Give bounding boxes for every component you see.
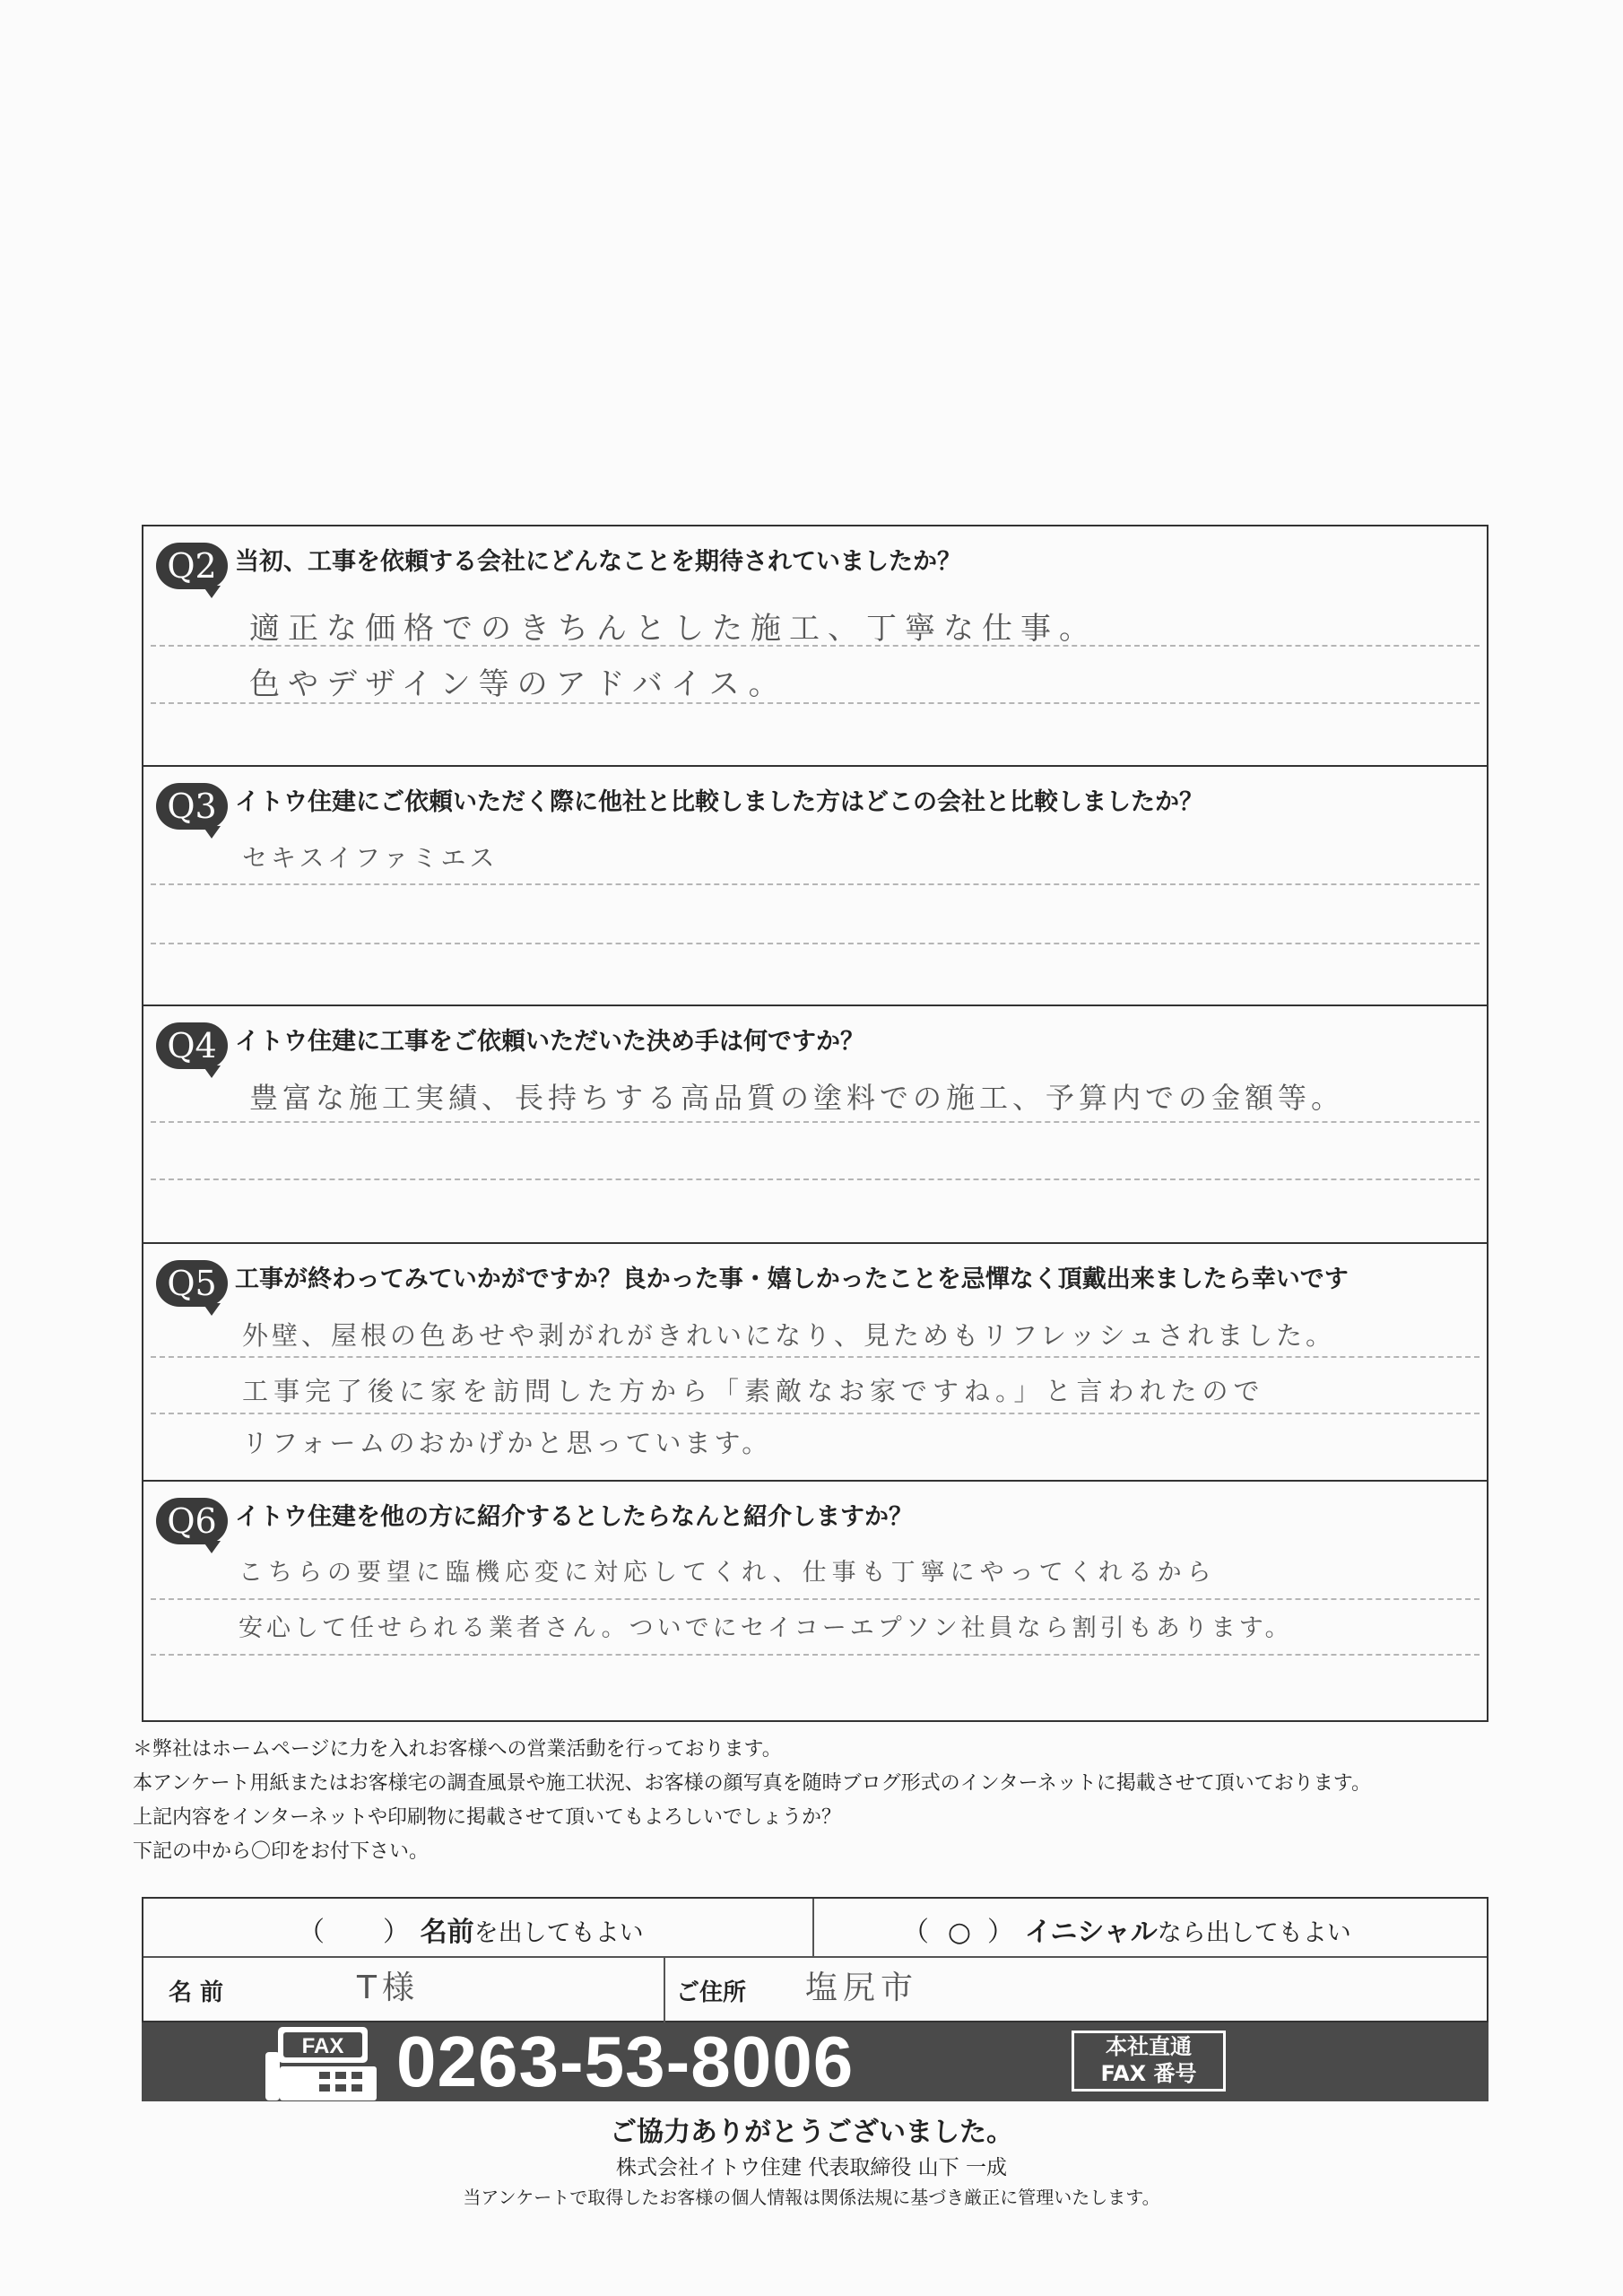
- question-block-q6: [143, 1482, 1487, 1722]
- question-number-badge: Q3: [156, 783, 228, 830]
- answer-line: 工事完了後に家を訪問した方から「素敵なお家ですね。」と言われたので: [242, 1376, 1265, 1406]
- consent-notes: [133, 1733, 1371, 1869]
- question-text: 工事が終わってみていかがですか？良かった事・嬉しかったことを忌憚なく頂戴出来ましたら幸いです: [235, 1265, 1349, 1293]
- question-block-q2: [143, 526, 1487, 767]
- note-line: 下記の中から〇印をお付下さい。: [133, 1840, 430, 1863]
- question-number-badge: Q4: [156, 1022, 228, 1069]
- name-label: 名 前: [169, 1979, 224, 2006]
- question-number-badge: Q2: [156, 543, 228, 589]
- answer-line: セキスイファミエス: [242, 843, 499, 873]
- answer-line: こちらの要望に臨機応変に対応してくれ、仕事も丁寧にやってくれるから: [239, 1559, 1217, 1587]
- note-line: 本アンケート用紙またはお客様宅の調査風景や施工状況、お客様の顔写真を随時ブログ形式のインターネットに掲載させて頂いております。: [133, 1772, 1371, 1795]
- privacy-notice: 当アンケートで取得したお客様の個人情報は関係法規に基づき厳正に管理いたします。: [463, 2187, 1160, 2208]
- option-name-ok[interactable]: （ ） 名前を出してもよい: [298, 1917, 644, 1948]
- fax-tag-line1: 本社直通: [1106, 2034, 1192, 2059]
- company-signature: 株式会社イトウ住建 代表取締役 山下 一成: [616, 2156, 1007, 2179]
- question-block-q4: [143, 1006, 1487, 1244]
- option-initial-ok[interactable]: （ ○ ） イニシャルなら出してもよい: [902, 1917, 1351, 1948]
- address-label: ご住所: [676, 1979, 747, 2006]
- question-number-badge: Q6: [156, 1498, 228, 1544]
- answer-line: 豊富な施工実績、長持ちする高品質の塗料での施工、予算内での金額等。: [249, 1081, 1345, 1115]
- thanks-message: ご協力ありがとうございました。: [610, 2117, 1013, 2148]
- option-label-bold: 名前: [420, 1917, 474, 1948]
- answer-line: 外壁、屋根の色あせや剥がれがきれいになり、見ためもリフレッシュされました。: [242, 1320, 1335, 1351]
- option-mark: ○: [947, 1917, 972, 1948]
- answer-line: 安心して任せられる業者さん。ついでにセイコーエプソン社員なら割引もあります。: [239, 1614, 1293, 1642]
- name-value: T様: [357, 1970, 420, 2006]
- question-text: 当初、工事を依頼する会社にどんなことを期待されていましたか？: [235, 548, 961, 576]
- answer-line: 適正な価格でのきちんとした施工、丁寧な仕事。: [249, 611, 1098, 647]
- fax-icon-label: FAX: [301, 2034, 344, 2058]
- questionnaire-frame: [142, 525, 1488, 1722]
- question-number-badge: Q5: [156, 1260, 228, 1307]
- note-line: ＊弊社はホームページに力を入れお客様への営業活動を行っております。: [133, 1738, 782, 1761]
- answer-line: 色やデザイン等のアドバイス。: [249, 666, 787, 702]
- question-block-q5: [143, 1244, 1487, 1482]
- option-label-rest: を出してもよい: [473, 1919, 644, 1947]
- option-label-rest: なら出してもよい: [1157, 1919, 1351, 1947]
- fax-number: 0263-53-8006: [396, 2022, 855, 2101]
- consent-table: [142, 1897, 1488, 2022]
- fax-machine-icon: [265, 2025, 377, 2100]
- answer-line: リフォームのおかげかと思っています。: [242, 1428, 772, 1458]
- address-value: 塩尻市: [805, 1970, 919, 2006]
- fax-direct-tag: [1072, 2031, 1226, 2092]
- question-text: イトウ住建にご依頼いただく際に他社と比較しました方はどこの会社と比較しましたか？: [235, 788, 1203, 816]
- option-label-bold: イニシャル: [1024, 1917, 1158, 1948]
- question-text: イトウ住建を他の方に紹介するとしたらなんと紹介しますか？: [235, 1503, 913, 1531]
- fax-tag-line2: FAX 番号: [1100, 2061, 1197, 2086]
- question-text: イトウ住建に工事をご依頼いただいた決め手は何ですか？: [235, 1028, 864, 1056]
- note-line: 上記内容をインターネットや印刷物に掲載させて頂いてもよろしいでしょうか？: [133, 1806, 842, 1829]
- question-block-q3: [143, 767, 1487, 1006]
